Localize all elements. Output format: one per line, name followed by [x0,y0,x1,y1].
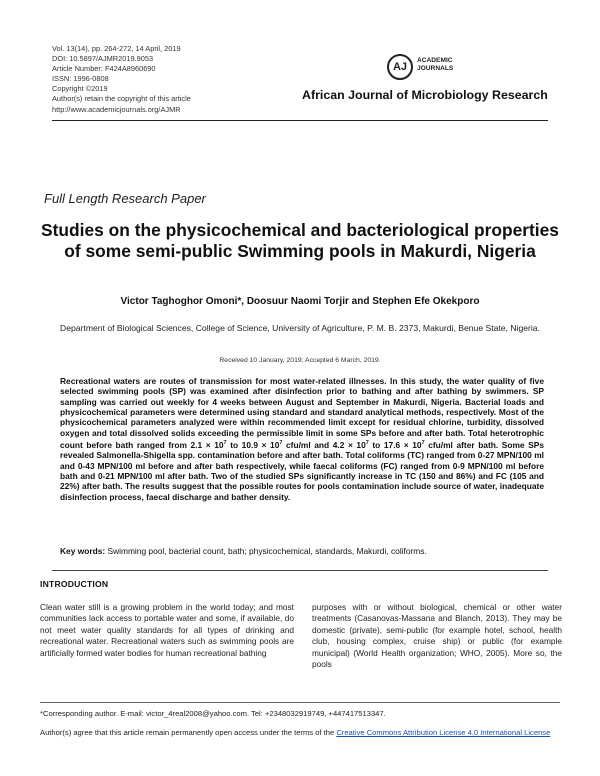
keywords-text: Swimming pool, bacterial count, bath; physicochemical, standards, Makurdi, coliforms. [105,546,427,556]
abstract-sup-2: 7 [279,440,283,447]
abstract-sup-4: 7 [421,440,425,447]
logo-text [417,57,453,73]
license-link[interactable]: Creative Commons Attribution License 4.0 International License [336,728,551,737]
introduction-right-column: purposes with or without biological, chemical or other water treatments (Casanovas-Massana and Blanch, 2013). They may be domestic (private), semi-public (for example hotel, school, health club, housing complex, cruise ship) or public (for example municipal) (World Health organization; WHO, 2005). More so, the pools [312,602,562,670]
meta-doi: DOI: 10.5897/AJMR2019.9053 [52,54,154,64]
abstract-text-5: cfu/ml after bath. Some SPs revealed Salmonella-Shigella spp. contamination before and after bath. Total coliforms (TC) ranged from 0-27 MPN/100 ml and 0-43 MPN/100 ml before and after bath respectively, while faecal coliforms (FC) ranged from 0-9 MPN/100 ml before bath and 0-21 MPN/100 ml after bath. Two of the studied SPs significantly increase in TC (150 and 86%) and FC (105 and 22%) after bath. The results suggest that the possible routes for pools contamination include source of water, inadequate disinfection process, faecal discharge and bather density. [60,439,545,502]
abstract-text-1: Recreational waters are routes of transmission for most water-related illnesses. In this study, the water quality of five selected swimming pools (SP) was examined after disinfection prior to bathing and after bathing by swimmers. SP sampling was carried out weekly for 4 weeks between August and September in Makurdi, Nigeria. Bacterial loads and physicochemical parameters were determined using standard and standard analytical methods, respectively. Most of the physicochemical parameters analyzed were within recommended limit except for residual chlorine, turbidity, dissolved oxygen and total dissolved solids exceeding the permissible limit in some SPs before and after bath. Total heterotrophic count before bath ranged from 2.1 × 10 [60,376,544,450]
keywords-label: Key words: [60,546,106,556]
academic-journals-logo [387,54,497,84]
logo-text-journals: JOURNALS [417,64,454,72]
introduction-heading: INTRODUCTION [40,579,109,589]
article-authors: Victor Taghoghor Omoni*, Doosuur Naomi Torjir and Stephen Efe Okekporo [120,296,480,307]
keywords [60,546,544,556]
abstract-text-2: to 10.9 × 10 [226,439,280,450]
abstract-sup-1: 7 [223,440,227,447]
abstract [60,376,544,502]
abstract-text-3: cfu/ml and 4.2 × 10 [282,439,366,450]
abstract-divider [52,570,548,571]
abstract-text-4: to 17.6 × 10 [368,439,422,450]
meta-article-number: Article Number: F424A8960690 [52,64,156,74]
logo-mark: AJ [387,54,413,80]
header-divider [52,120,548,121]
meta-volume: Vol. 13(14), pp. 264-272, 14 April, 2019 [52,44,181,53]
license-text: Author(s) agree that this article remain permanently open access under the terms of the [40,728,337,737]
journal-name: African Journal of Microbiology Research [302,88,548,102]
meta-url[interactable]: http://www.academicjournals.org/AJMR [52,104,181,114]
footnote-divider [40,702,560,703]
introduction-left-column: Clean water still is a growing problem in the world today; and most communities lack access to portable water and some, if available, do not meet water quality standards for all types of drinking and recreational water. Recreational waters such as swimming pools are artificially formed water bodies for human recreational bathing [40,602,294,658]
logo-text-academic: ACADEMIC [417,57,453,64]
corresponding-author: *Corresponding author. E-mail: victor_4real2008@yahoo.com. Tel: +2348032919749, +447417513347. [40,709,386,718]
author-affiliation: Department of Biological Sciences, College of Science, University of Agriculture, P. M. B. 2373, Makurdi, Benue State, Nigeria. [60,323,540,333]
abstract-sup-3: 7 [365,440,369,447]
received-dates: Received 10 January, 2019; Accepted 6 March, 2019. [219,357,381,364]
license-note [40,728,560,739]
article-meta [52,44,302,115]
article-title: Studies on the physicochemical and bacteriological properties of some semi-public Swimming pools in Makurdi, Nigeria [41,220,559,261]
meta-issn: ISSN: 1996-0808 [52,74,109,84]
paper-type: Full Length Research Paper [44,191,206,206]
meta-rights: Author(s) retain the copyright of this article [52,94,191,104]
meta-copyright: Copyright ©2019 [52,84,108,94]
